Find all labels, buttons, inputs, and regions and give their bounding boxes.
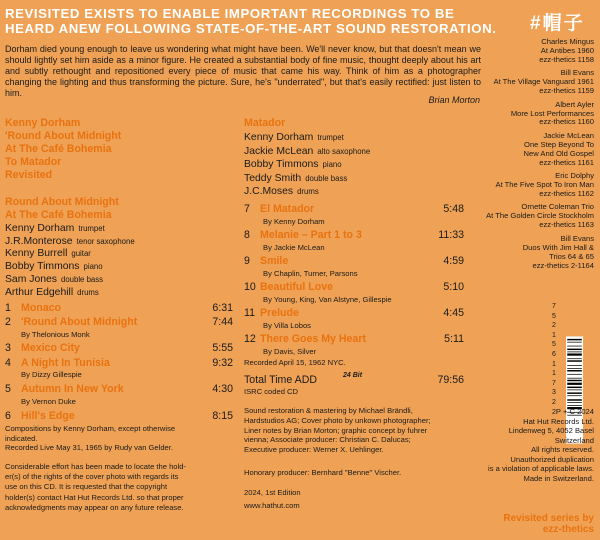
track-number: 3 bbox=[5, 342, 11, 354]
barcode-digit: 7 bbox=[552, 303, 556, 310]
label-line: is a violation of applicable laws. bbox=[488, 464, 594, 473]
track-time: 4:30 bbox=[212, 383, 233, 395]
track-time: 8:15 bbox=[212, 410, 233, 422]
note-line: indicated. bbox=[5, 433, 38, 443]
barcode-bar bbox=[567, 370, 582, 371]
personnel-row bbox=[5, 223, 135, 236]
release-line: Albert Ayler bbox=[555, 99, 594, 109]
track-number: 11 bbox=[244, 307, 255, 319]
track-row bbox=[244, 229, 464, 241]
personnel-row bbox=[5, 274, 135, 287]
series-brand: ezz-thetics bbox=[542, 524, 594, 535]
track-time: 5:11 bbox=[444, 333, 464, 345]
credit-line: Executive producer: Werner X. Uehlinger. bbox=[244, 445, 384, 455]
release-item bbox=[476, 101, 594, 128]
isrc-note: ISRC coded CD bbox=[244, 387, 299, 396]
track-number: 2 bbox=[5, 316, 11, 328]
track-composer: By Jackie McLean bbox=[263, 243, 325, 252]
album-title bbox=[5, 117, 121, 182]
personnel-row bbox=[5, 236, 135, 249]
barcode-digit: 1 bbox=[552, 331, 556, 339]
person-name: Kenny Burrell bbox=[5, 248, 68, 260]
release-line: ezz-thetics 1162 bbox=[539, 188, 594, 198]
track-number: 7 bbox=[244, 203, 250, 215]
barcode-bar bbox=[567, 380, 582, 381]
barcode-bar bbox=[567, 399, 582, 400]
barcode-digit: 7 bbox=[552, 379, 556, 387]
track-row bbox=[244, 203, 464, 215]
person-role: alto saxophone bbox=[317, 146, 371, 156]
track-title: Monaco bbox=[21, 302, 62, 314]
production-credits bbox=[244, 406, 494, 455]
rights-notice bbox=[5, 462, 241, 513]
album-title-line: Revisited bbox=[5, 169, 53, 181]
session1-title-line: Round About Midnight bbox=[5, 196, 119, 208]
headline-line: REVISITED EXISTS TO ENABLE IMPORTANT RECORDINGS TO BE bbox=[5, 6, 455, 21]
track-time: 6:31 bbox=[212, 302, 233, 314]
track-time: 5:48 bbox=[443, 203, 464, 215]
track-title: 'Round About Midnight bbox=[21, 316, 138, 328]
album-title-line: To Matador bbox=[5, 156, 62, 168]
personnel-row bbox=[244, 131, 370, 145]
credit-line: Sound restoration & mastering by Michael Brändli, bbox=[244, 406, 413, 415]
track-row bbox=[244, 255, 464, 267]
release-item bbox=[476, 172, 594, 199]
track-number: 1 bbox=[5, 302, 11, 314]
session1-title bbox=[5, 196, 119, 222]
credit-line: Liner notes by Brian Morton; graphic concept by fuhrer bbox=[244, 425, 428, 435]
personnel-row bbox=[5, 261, 135, 274]
track-time: 5:55 bbox=[212, 342, 233, 354]
barcode-bar bbox=[567, 395, 582, 396]
person-name: Sam Jones bbox=[5, 273, 57, 285]
barcode-digit: 2 bbox=[552, 408, 556, 416]
session1-personnel bbox=[5, 223, 135, 299]
hashtag-logo: #帽子 bbox=[530, 13, 585, 34]
personnel-row bbox=[244, 185, 370, 199]
barcode-digit: 5 bbox=[552, 312, 556, 320]
label-line: Lindenweg 5, 4052 Basel bbox=[508, 426, 594, 435]
barcode-bar bbox=[567, 387, 582, 388]
track-number: 6 bbox=[5, 410, 11, 422]
release-line: Trios 64 & 65 bbox=[549, 251, 594, 261]
person-role: trumpet bbox=[78, 224, 105, 233]
person-role: double bass bbox=[60, 274, 104, 284]
barcode-bar bbox=[567, 378, 582, 379]
barcode-bar bbox=[567, 390, 582, 391]
release-line: ezz-thetics 2-1164 bbox=[532, 260, 594, 270]
person-role: piano bbox=[83, 262, 103, 272]
note-line: Compositions by Kenny Dorham, except otherwise bbox=[5, 424, 176, 433]
track-composer: By Young, King, Van Alstyne, Gillespie bbox=[263, 295, 392, 304]
personnel-row bbox=[5, 248, 135, 261]
release-line: ezz-thetics 1161 bbox=[539, 157, 594, 167]
track-title: Hill's Edge bbox=[21, 410, 75, 422]
track-number: 10 bbox=[244, 281, 256, 293]
release-line: At The Five Spot To Iron Man bbox=[495, 180, 594, 190]
website-link[interactable]: www.hathut.com bbox=[244, 501, 300, 510]
track-title: Smile bbox=[260, 255, 289, 267]
barcode-bar bbox=[567, 346, 582, 347]
track-title: Beautiful Love bbox=[260, 281, 333, 293]
track-number: 9 bbox=[244, 255, 250, 267]
track-number: 5 bbox=[5, 383, 11, 395]
release-line: New And Old Gospel bbox=[523, 148, 594, 158]
headline-line: HEARD ANEW FOLLOWING STATE-OF-THE-ART SOUND RESTORATION. bbox=[5, 21, 497, 36]
rights-line: holder(s) contact Hat Hut Records Ltd. so that proper bbox=[5, 492, 184, 502]
honorary-producer: Honorary producer: Bernhard "Benne" Vischer. bbox=[244, 468, 402, 477]
person-name: Teddy Smith bbox=[244, 172, 302, 184]
personnel-row bbox=[244, 172, 370, 186]
release-line: Eric Dolphy bbox=[555, 171, 594, 181]
track-title: Autumn In New York bbox=[21, 383, 124, 395]
person-role: guitar bbox=[71, 249, 91, 259]
track-row bbox=[5, 410, 233, 422]
barcode-digit: 2 bbox=[552, 322, 556, 330]
rights-line: er(s) of the rights of the cover photo with regards its bbox=[5, 472, 179, 482]
release-item bbox=[476, 235, 594, 271]
label-line: Made in Switzerland. bbox=[523, 473, 594, 483]
barcode-digits bbox=[552, 302, 564, 417]
release-line: At The Village Vanguard 1961 bbox=[493, 77, 594, 87]
label-line: Hat Hut Records Ltd. bbox=[523, 416, 594, 426]
person-name: Bobby Timmons bbox=[244, 159, 319, 170]
release-line: Charles Mingus bbox=[541, 37, 594, 46]
track-row bbox=[5, 342, 233, 354]
personnel-row bbox=[244, 158, 370, 172]
session2-recorded: Recorded April 15, 1962 NYC. bbox=[244, 358, 346, 367]
barcode-digit: 6 bbox=[552, 350, 556, 358]
total-label: Total Time ADD bbox=[244, 374, 318, 386]
release-line: ezz-thetics 1163 bbox=[539, 220, 594, 230]
barcode-bar bbox=[567, 358, 582, 359]
track-row bbox=[244, 333, 464, 345]
release-line: Bill Evans bbox=[560, 68, 594, 78]
rights-line: Considerable effort has been made to locate the hold- bbox=[5, 462, 186, 471]
label-line: P + C 2024 bbox=[555, 407, 594, 416]
person-role: double bass bbox=[305, 173, 348, 183]
track-time: 4:59 bbox=[443, 255, 464, 267]
track-row bbox=[244, 307, 464, 319]
track-time: 11:33 bbox=[438, 229, 464, 241]
track-composer: By Chaplin, Turner, Parsons bbox=[263, 269, 358, 278]
album-title-line: 'Round About Midnight bbox=[5, 130, 122, 142]
person-role: trumpet bbox=[317, 133, 344, 142]
track-title: El Matador bbox=[260, 203, 315, 215]
track-time: 4:45 bbox=[443, 307, 464, 319]
24bit-badge: 24 Bit bbox=[343, 372, 363, 379]
track-title: There Goes My Heart bbox=[260, 333, 366, 345]
personnel-row bbox=[5, 287, 135, 300]
release-item bbox=[476, 38, 594, 65]
release-line: At Antibes 1960 bbox=[540, 45, 594, 55]
track-title: A Night In Tunisia bbox=[21, 357, 110, 369]
barcode-bar bbox=[567, 342, 582, 343]
person-role: tenor saxophone bbox=[76, 236, 135, 246]
track-composer: By Thelonious Monk bbox=[21, 330, 90, 339]
track-composer: By Kenny Dorham bbox=[263, 217, 325, 226]
intro-author: Brian Morton bbox=[428, 95, 480, 105]
note-line: Recorded Live May 31, 1965 by Rudy van Gelder. bbox=[5, 443, 174, 453]
release-line: One Step Beyond To bbox=[524, 139, 594, 149]
track-composer: By Davis, Silver bbox=[263, 347, 317, 356]
person-role: drums bbox=[297, 187, 319, 196]
release-line: Bill Evans bbox=[560, 233, 594, 243]
barcode-bar bbox=[567, 368, 582, 369]
headline bbox=[5, 6, 595, 36]
barcode-digit: 2 bbox=[552, 398, 556, 406]
release-line: ezz-thetics 1158 bbox=[539, 54, 594, 64]
track-number: 12 bbox=[244, 333, 256, 345]
track-row bbox=[5, 316, 233, 328]
credit-line: Hardstudios AG; Cover photo by unkown photographer; bbox=[244, 415, 431, 425]
series-line: Revisited series by bbox=[503, 513, 594, 524]
barcode-bar bbox=[567, 405, 582, 406]
track-time: 7:44 bbox=[212, 316, 233, 328]
release-item bbox=[476, 203, 594, 230]
release-line: Duos With Jim Hall & bbox=[522, 242, 594, 252]
person-name: Bobby Timmons bbox=[5, 261, 80, 273]
track-number: 8 bbox=[244, 229, 250, 241]
edition: 2024, 1st Edition bbox=[244, 488, 301, 497]
label-line: Switzerland bbox=[554, 435, 594, 445]
track-title: Mexico City bbox=[21, 342, 80, 354]
person-name: Jackie McLean bbox=[244, 145, 314, 157]
person-role: piano bbox=[322, 160, 342, 169]
barcode-bar bbox=[567, 402, 582, 403]
person-name: Arthur Edgehill bbox=[5, 286, 74, 298]
track-row bbox=[5, 302, 233, 314]
series-credit bbox=[476, 513, 594, 535]
barcode-bar bbox=[567, 365, 582, 366]
intro-text: Dorham died young enough to leave us wondering what might have been. We'll never know, but that doesn't mean we should lightly set him aside as a minor figure. He created a substantial body of fine music, thought deeply about his art and subtly rethought and repositioned every piece of music that came his way. Think of him as a photographer changing the lighting and thus transforming the picture. Sure, he's "underrated", but that's easily rectified: just listen to him. bbox=[5, 44, 481, 98]
barcode-bar bbox=[567, 339, 582, 340]
barcode-bar bbox=[567, 349, 582, 350]
person-name: Kenny Dorham bbox=[244, 132, 314, 143]
track-row bbox=[5, 357, 233, 369]
track-composer: By Vernon Duke bbox=[21, 397, 76, 406]
track-composer: By Dizzy Gillespie bbox=[21, 370, 82, 379]
personnel-row bbox=[244, 145, 370, 159]
release-line: ezz-thetics 1159 bbox=[539, 86, 594, 96]
release-line: Jackie McLean bbox=[543, 130, 594, 140]
session1-title-line: At The Café Bohemia bbox=[5, 209, 112, 221]
release-item bbox=[476, 69, 594, 96]
barcode-bar bbox=[567, 383, 582, 385]
album-title-line: Kenny Dorham bbox=[5, 117, 81, 129]
track-row bbox=[244, 281, 464, 293]
total-time: 79:56 bbox=[437, 374, 464, 386]
track-time: 9:32 bbox=[212, 357, 233, 369]
barcode-digit: 1 bbox=[552, 370, 556, 378]
person-role: drums bbox=[77, 287, 99, 297]
release-line: Ornette Coleman Trio bbox=[521, 202, 594, 212]
track-number: 4 bbox=[5, 357, 11, 369]
person-name: J.C.Moses bbox=[244, 186, 294, 197]
album-title-line: At The Café Bohemia bbox=[5, 143, 112, 155]
barcode-digit: 1 bbox=[552, 360, 556, 368]
rights-line: use on this CD. It is requested that the copyright bbox=[5, 482, 168, 492]
release-line: More Lost Performances bbox=[510, 108, 594, 118]
track-title: Prelude bbox=[260, 307, 299, 319]
barcode-digit: 3 bbox=[552, 389, 556, 397]
barcode-bar bbox=[567, 360, 582, 361]
track-title: Melanie – Part 1 to 3 bbox=[260, 229, 362, 241]
track-composer: By Villa Lobos bbox=[263, 321, 311, 330]
person-name: Kenny Dorham bbox=[5, 223, 75, 234]
credit-line: vienna; Associate producer: Christian C. Dalucas; bbox=[244, 435, 411, 445]
barcode-digit: 5 bbox=[552, 341, 556, 349]
release-line: ezz-thetics 1160 bbox=[539, 117, 594, 127]
track-row bbox=[5, 383, 233, 395]
session1-notes bbox=[5, 424, 235, 453]
barcode-bar bbox=[567, 392, 582, 393]
barcode-bar bbox=[567, 352, 582, 353]
label-info bbox=[476, 407, 594, 483]
track-time: 5:10 bbox=[443, 281, 464, 293]
session2-personnel bbox=[244, 131, 370, 199]
session2-title: Matador bbox=[244, 117, 286, 129]
label-line: All rights reserved. bbox=[531, 445, 594, 454]
person-name: J.R.Monterose bbox=[5, 235, 73, 247]
release-list bbox=[476, 38, 594, 275]
release-item bbox=[476, 132, 594, 168]
barcode-bar bbox=[567, 353, 582, 355]
label-line: Unauthorized duplication bbox=[510, 454, 594, 464]
rights-line: acknowledgments may appear on any future release. bbox=[5, 502, 184, 512]
release-line: At The Golden Circle Stockholm bbox=[486, 211, 594, 221]
barcode-bar bbox=[567, 374, 582, 375]
